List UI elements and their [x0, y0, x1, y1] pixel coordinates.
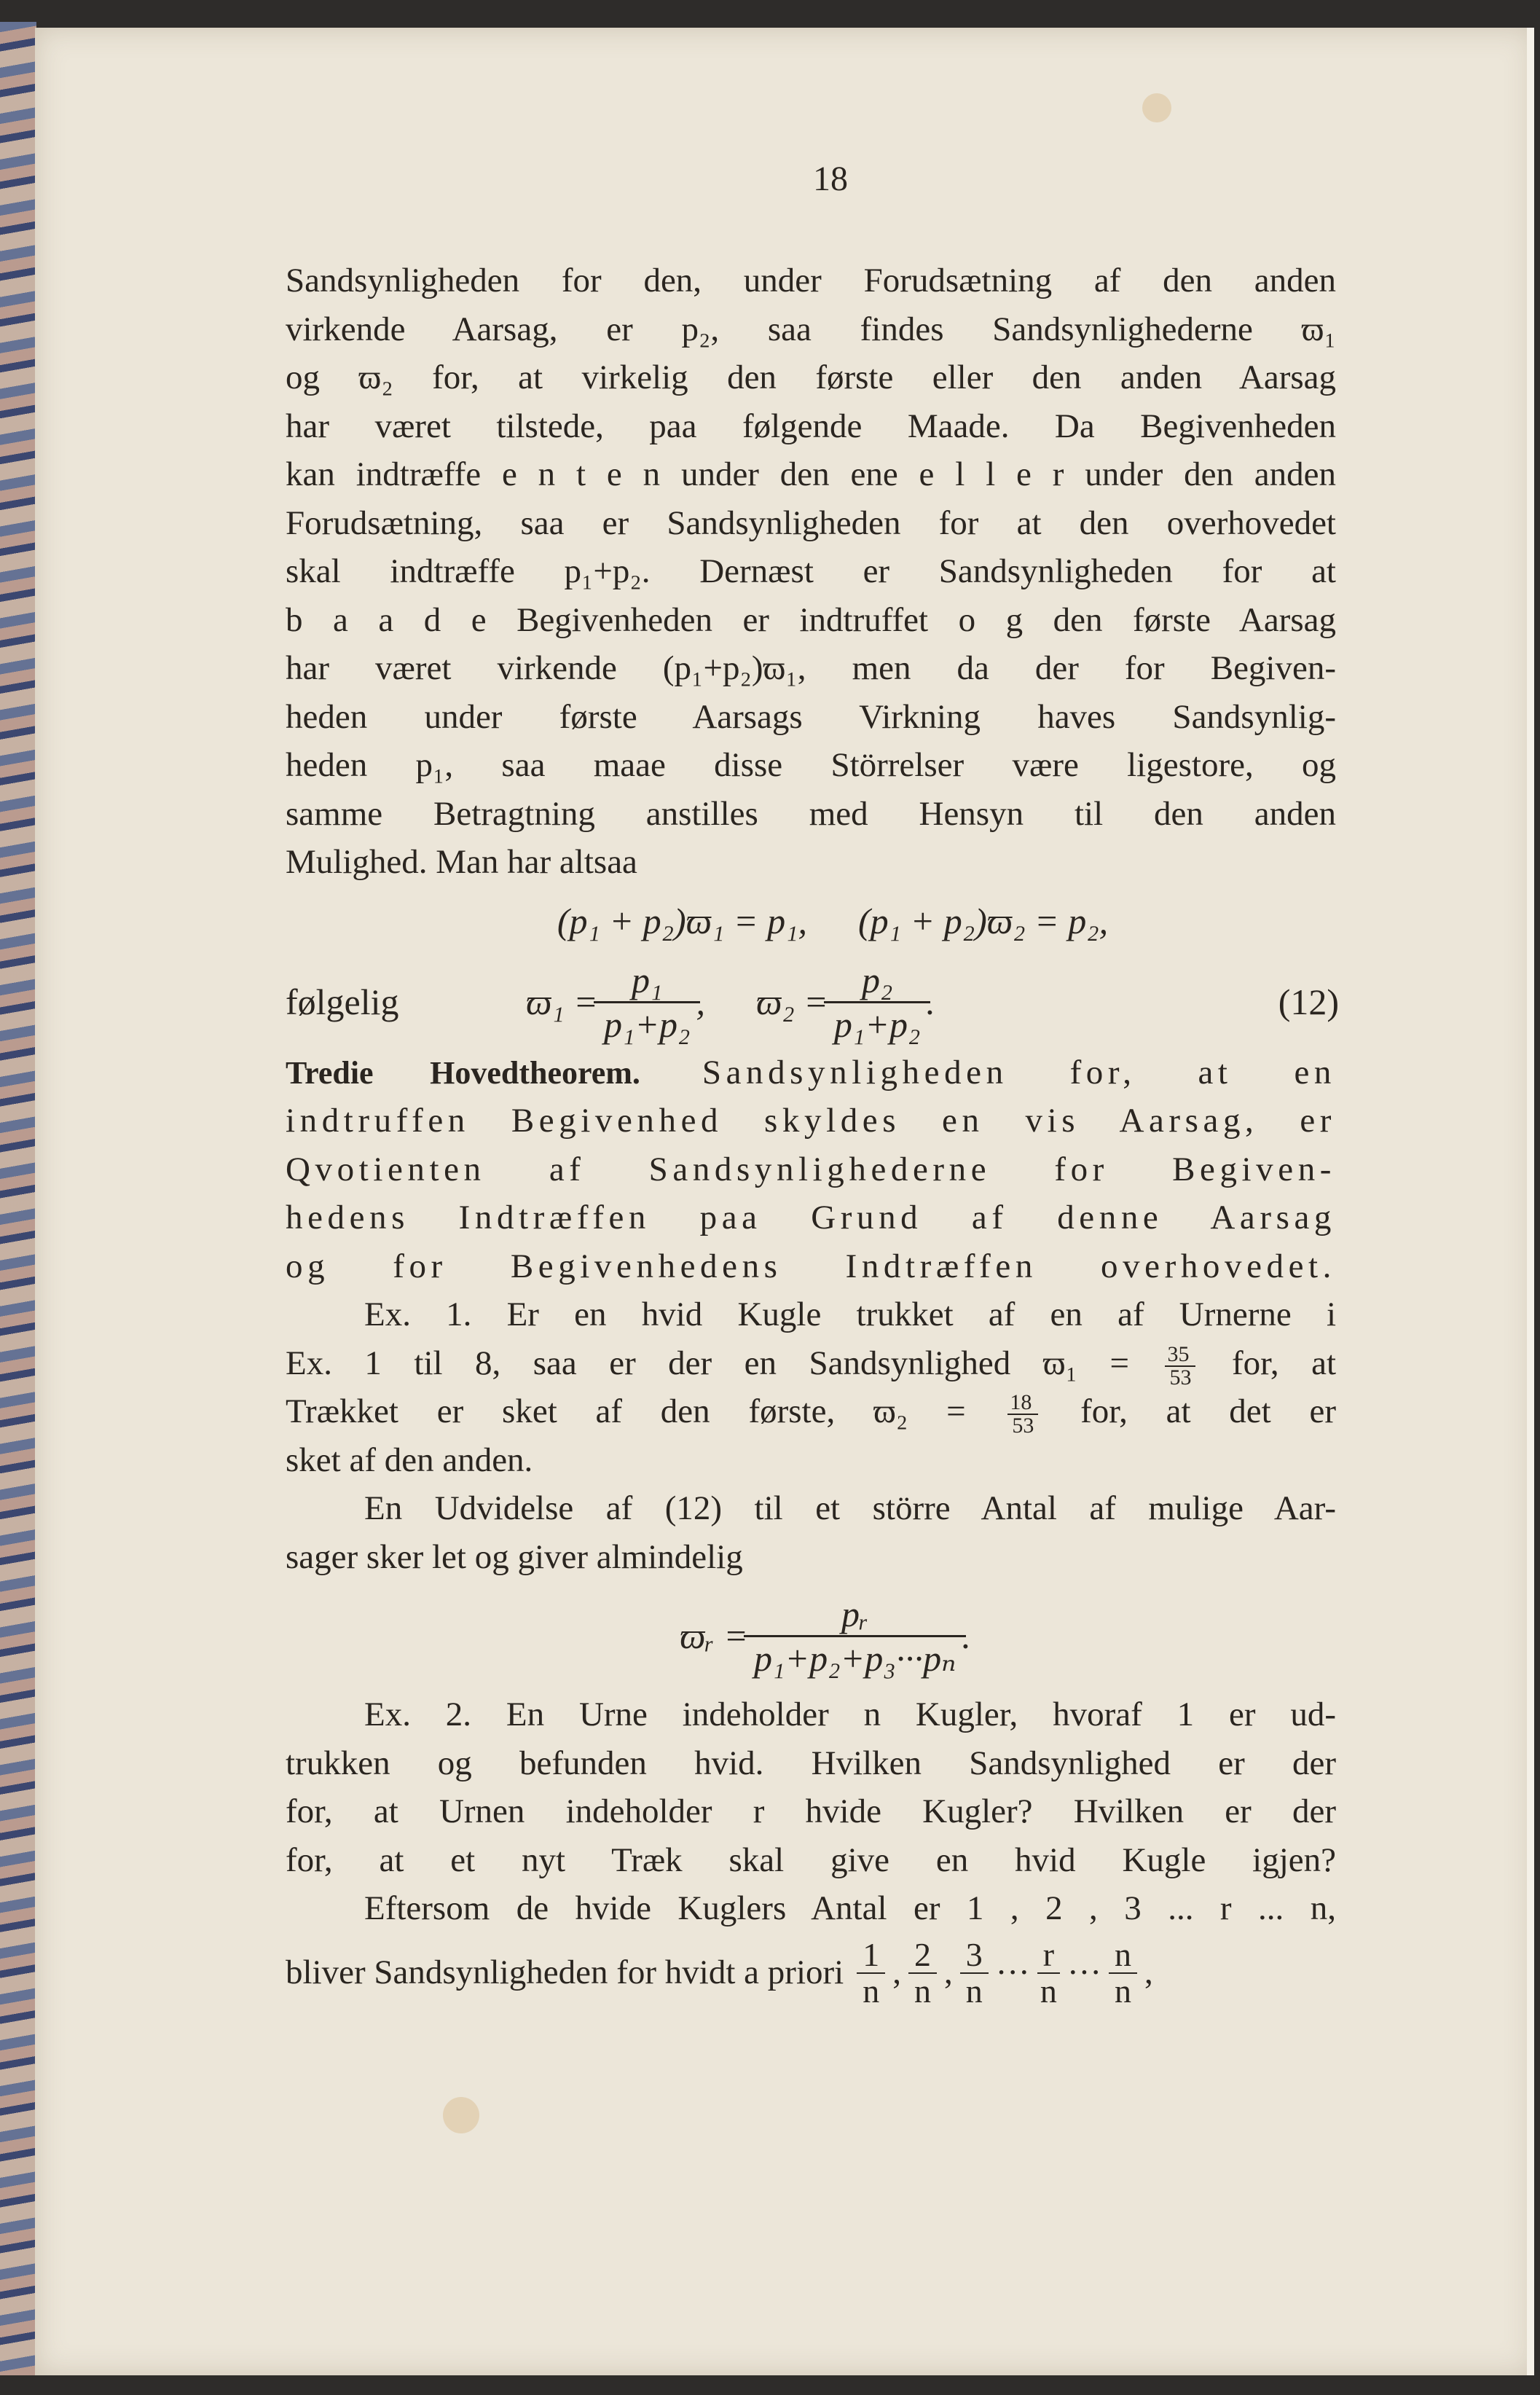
text-line: og for Begivenhedens Indtræffen overhovedet. [286, 1247, 1336, 1285]
text-line [286, 1048, 1336, 1097]
text-line: har været tilstede, paa følgende Maade. Da Begivenheden [286, 407, 1336, 445]
fraction [1010, 1392, 1036, 1437]
text-line: Qvotienten af Sandsynlighederne for Begiven- [286, 1150, 1336, 1188]
fraction [911, 1937, 934, 2009]
fraction [604, 959, 691, 1046]
equation-lhs: ϖᵣ = [680, 1615, 748, 1656]
paper-stain [1142, 93, 1171, 122]
text-line: b a a d e Begivenheden er indtruffet o g den første Aarsag [286, 600, 1336, 639]
paper-stain [443, 2097, 479, 2133]
text-run: bliver Sandsynligheden for hvidt a priori [286, 1953, 844, 1992]
numerator: 35 [1165, 1344, 1195, 1367]
denominator: n [914, 1972, 931, 2010]
punctuation: , [892, 1953, 901, 1992]
text-line: hedens Indtræffen paa Grund af denne Aarsag [286, 1199, 1336, 1236]
text-line: kan indtræffe e n t e n under den ene e l l e r under den anden [286, 455, 1336, 493]
numerator: 3 [960, 1937, 989, 1974]
equation-lhs: ϖ₁ = [526, 981, 598, 1023]
numerator: r [1037, 1937, 1060, 1974]
text-line: En Udvidelse af (12) til et större Antal af mulige Aar- [364, 1489, 1336, 1527]
denominator: p₁+p₂ [833, 1004, 921, 1045]
text-run: Ex. 1 til 8, saa er der en Sandsynlighed ϖ₁ = [286, 1344, 1130, 1382]
punctuation: ··· [1067, 1953, 1101, 1992]
punctuation: , [1144, 1953, 1153, 1992]
theorem-paragraph [286, 1048, 1336, 1291]
text-line: virkende Aarsag, er p₂, saa findes Sandsynlighederne ϖ₁ [286, 310, 1336, 348]
paragraph-extension [286, 1484, 1336, 1581]
punctuation: . [962, 1615, 971, 1656]
text-line: og ϖ₂ for, at virkelig den første eller den anden Aarsag [286, 358, 1336, 396]
text-line [286, 1339, 1336, 1388]
denominator: n [965, 1972, 983, 2010]
text-line: heden under første Aarsags Virkning haves Sandsynlig- [286, 697, 1336, 736]
apriori-fractions [854, 1937, 1158, 2009]
equation-label: følgelig [286, 981, 399, 1023]
text-line: Forudsætning, saa er Sandsynligheden for at den overhovedet [286, 503, 1336, 542]
equation-lhs: ϖ₂ = [755, 981, 828, 1023]
numerator: 1 [857, 1937, 885, 1974]
punctuation: ··· [995, 1953, 1030, 1992]
apriori-line [286, 1933, 1336, 2013]
text-line: trukken og befunden hvid. Hvilken Sandsynlighed er der [286, 1744, 1336, 1782]
text-line: Ex. 1. Er en hvid Kugle trukket af en af Urnerne i [364, 1296, 1336, 1333]
text-line: for, at Urnen indeholder r hvide Kugler? Hvilken er der [286, 1792, 1336, 1830]
numerator: 18 [1007, 1392, 1038, 1415]
numerator: p₂ [824, 959, 931, 1003]
numerator: p₁ [594, 959, 701, 1003]
fraction [860, 1937, 882, 2009]
text-line: Ex. 2. En Urne indeholder n Kugler, hvoraf 1 er ud- [364, 1696, 1336, 1733]
theorem-text: Sandsynligheden for, at en [702, 1053, 1336, 1091]
text-line: samme Betragtning anstilles med Hensyn til den anden [286, 794, 1336, 833]
text-run: for, at det er [1080, 1392, 1337, 1430]
theorem-lines [286, 1097, 1336, 1290]
fraction [834, 959, 921, 1046]
fraction [1112, 1937, 1134, 2009]
numerator: n [1109, 1937, 1137, 1974]
equation-1 [286, 887, 1336, 957]
equation-part: (p₁ + p₂)ϖ₁ = p₁, [557, 901, 807, 942]
text-line: Sandsynligheden for den, under Forudsætning af den anden [286, 262, 1336, 299]
equation-12 [286, 957, 1339, 1048]
numerator: pᵣ [744, 1593, 966, 1637]
theorem-title: Tredie Hovedtheorem. [286, 1054, 640, 1091]
punctuation: , [696, 981, 705, 1023]
text-line: for, at et nyt Træk skal give en hvid Kugle igjen? [286, 1841, 1336, 1879]
fraction [754, 1593, 956, 1679]
numerator: 2 [908, 1937, 937, 1974]
fraction [963, 1937, 986, 2009]
denominator: n [1040, 1972, 1057, 2010]
text-line: har været virkende (p₁+p₂)ϖ₁, men da der for Begiven- [286, 649, 1336, 687]
denominator: n [1114, 1972, 1131, 2010]
equation-part: (p₁ + p₂)ϖ₂ = p₂, [858, 901, 1109, 942]
example-2 [286, 1690, 1336, 1933]
example-1 [286, 1290, 1336, 1484]
denominator: p₁+p₂+p₃···pₙ [753, 1637, 956, 1679]
denominator: 53 [1169, 1365, 1192, 1389]
punctuation: , [943, 1953, 953, 1992]
text-line: skal indtræffe p₁+p₂. Dernæst er Sandsynligheden for at [286, 552, 1336, 590]
text-line: indtruffen Begivenhed skyldes en vis Aarsag, er [286, 1102, 1336, 1140]
text-run: Trækket er sket af den første, ϖ₂ = [286, 1392, 966, 1430]
equation-general [286, 1581, 1336, 1690]
denominator: 53 [1012, 1414, 1034, 1438]
page-edge [1527, 28, 1534, 2375]
denominator: p₁+p₂ [603, 1004, 691, 1045]
text-line: Mulighed. Man har altsaa [286, 843, 637, 881]
book-spine-marbled-edge [0, 22, 36, 2375]
body-text [286, 256, 1339, 2013]
text-line: sager sker let og giver almindelig [286, 1537, 743, 1576]
page-number: 18 [813, 160, 848, 198]
punctuation: . [926, 981, 935, 1023]
paragraph-1 [286, 256, 1336, 887]
text-line: Eftersom de hvide Kuglers Antal er 1 , 2 , 3 ... r ... n, [364, 1889, 1336, 1927]
text-line: sket af den anden. [286, 1440, 533, 1479]
text-run: for, at [1231, 1344, 1337, 1382]
text-line: heden p₁, saa maae disse Störrelser være ligestore, og [286, 746, 1336, 784]
text-line [286, 1387, 1336, 1436]
denominator: n [863, 1972, 880, 2010]
fraction [1040, 1937, 1057, 2009]
fraction [1167, 1341, 1193, 1389]
equation-number: (12) [1278, 981, 1339, 1023]
